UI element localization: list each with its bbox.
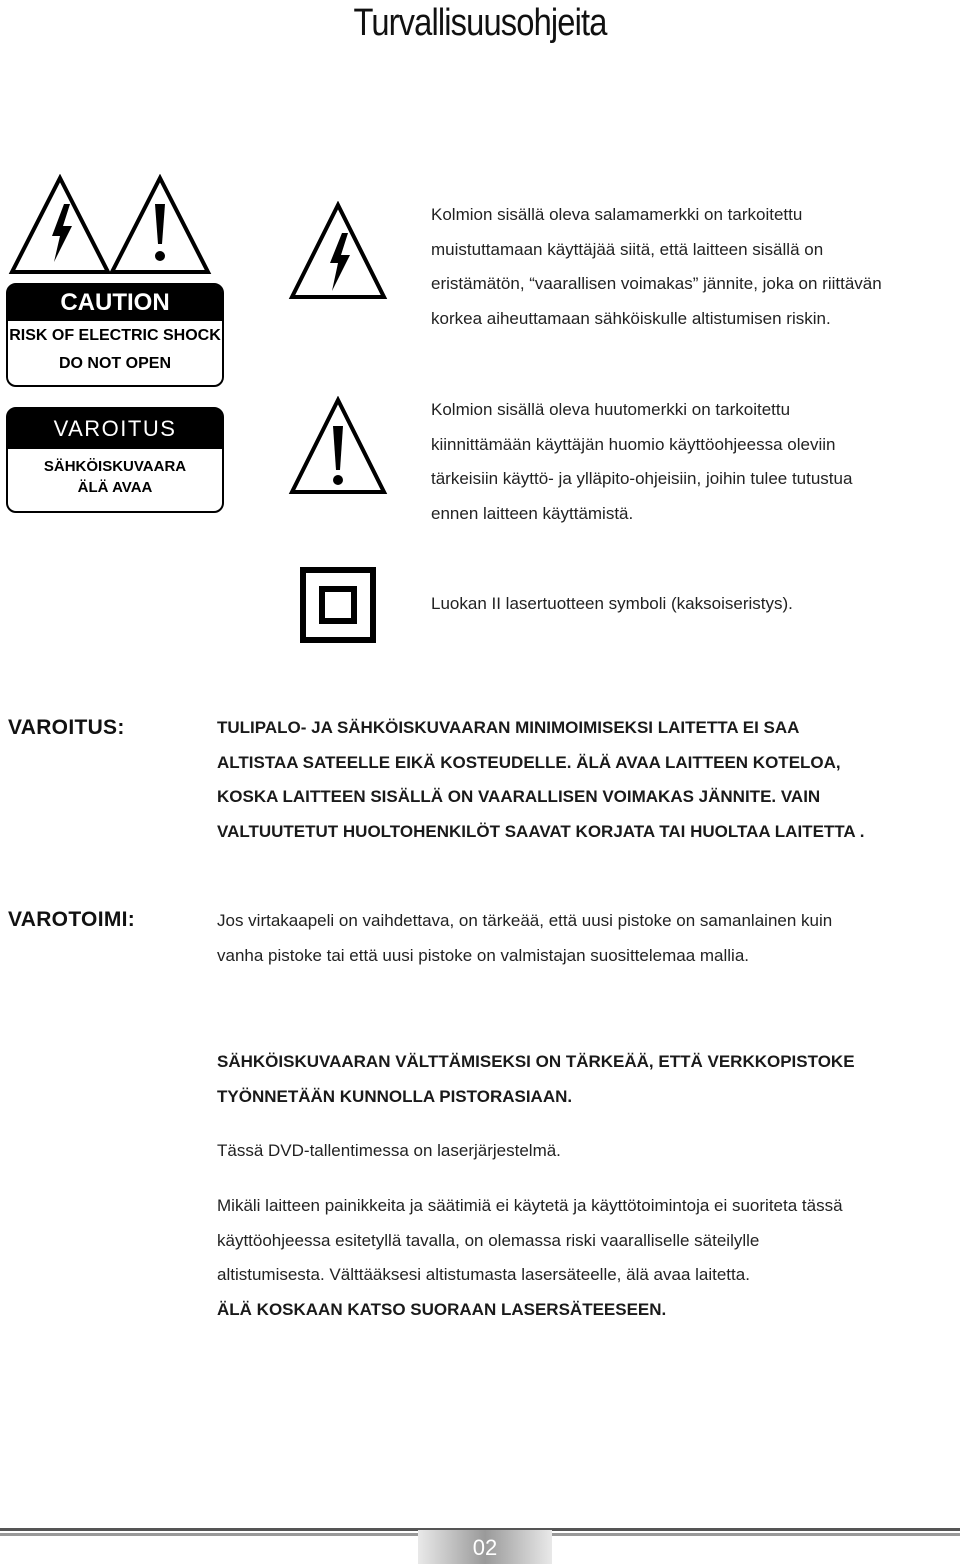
laser-system-note: Tässä DVD-tallentimessa on laserjärjestelmä. bbox=[217, 1141, 561, 1160]
double-square-icon bbox=[300, 567, 376, 643]
text-line: korkea aiheuttamaan sähköiskulle altistumisen riskin. bbox=[431, 308, 831, 328]
text-line: tärkeisiin käyttö- ja ylläpito-ohjeisiin, joihin tulee tutustua bbox=[431, 469, 853, 488]
symbol-exclamation-text bbox=[431, 393, 852, 531]
text-line: TYÖNNETÄÄN KUNNOLLA PISTORASIAAN. bbox=[217, 1086, 573, 1106]
text-line: Kolmion sisällä oleva salamamerkki on tarkoitettu bbox=[431, 205, 803, 224]
plug-notice bbox=[217, 1045, 855, 1114]
varoitus-label-line1: SÄHKÖISKUVAARA bbox=[43, 458, 187, 475]
text-line: altistumisesta. Välttääksesi altistumasta lasersäteelle, älä avaa laitetta. bbox=[217, 1265, 750, 1284]
page-title: Turvallisuusohjeita bbox=[353, 2, 607, 44]
caution-label-line1: RISK OF ELECTRIC SHOCK bbox=[9, 327, 221, 344]
caution-section-text bbox=[217, 904, 832, 973]
final-warning: ÄLÄ KOSKAAN KATSO SUORAAN LASERSÄTEESEEN. bbox=[217, 1299, 667, 1319]
text-line: kiinnittämään käyttäjän huomio käyttöohjeessa oleviin bbox=[431, 434, 836, 454]
text-line: Jos virtakaapeli on vaihdettava, on tärkeää, että uusi pistoke on samanlainen kuin bbox=[217, 911, 833, 930]
lightning-triangle-icon bbox=[288, 201, 388, 301]
text-line: Mikäli laitteen painikkeita ja säätimiä ei käytetä ja käyttötoimintoja ei suoriteta tässä bbox=[217, 1196, 843, 1215]
warning-label: VAROITUS: bbox=[8, 716, 125, 739]
text-line: muistuttamaan käyttäjää siitä, että laitteen sisällä on bbox=[431, 239, 824, 259]
text-line: käyttöohjeessa esitetyllä tavalla, on olemassa riski vaaralliselle säteilylle bbox=[217, 1230, 760, 1250]
text-line: ALTISTAA SATEELLE EIKÄ KOSTEUDELLE. ÄLÄ AVAA LAITTEEN KOTELOA, bbox=[217, 752, 841, 772]
warning-text bbox=[217, 711, 865, 849]
text-line: ennen laitteen käyttämistä. bbox=[431, 503, 634, 523]
text-line: Kolmion sisällä oleva huutomerkki on tarkoitettu bbox=[431, 400, 791, 419]
text-line: TULIPALO- JA SÄHKÖISKUVAARAN MINIMOIMISEKSI LAITETTA EI SAA bbox=[217, 718, 800, 737]
caution-label-header: CAUTION bbox=[8, 285, 222, 321]
exclamation-triangle-icon bbox=[288, 396, 388, 496]
text-line: vanha pistoke tai että uusi pistoke on valmistajan suosittelemaa mallia. bbox=[217, 945, 750, 965]
text-line: SÄHKÖISKUVAARAN VÄLTTÄMISEKSI ON TÄRKEÄÄ, ETTÄ VERKKOPISTOKE bbox=[217, 1052, 855, 1071]
caution-label-line2: DO NOT OPEN bbox=[58, 355, 171, 372]
laser-warning-text bbox=[217, 1189, 843, 1327]
text-line: eristämätön, “vaarallisen voimakas” jännite, joka on riittävän bbox=[431, 274, 882, 293]
symbol-class2-text bbox=[431, 587, 793, 622]
varoitus-label-line2: ÄLÄ AVAA bbox=[77, 479, 153, 496]
caution-label bbox=[6, 283, 224, 387]
caution-triangles-icon bbox=[8, 174, 218, 276]
text-line: VALTUUTETUT HUOLTOHENKILÖT SAAVAT KORJATA TAI HUOLTAA LAITETTA . bbox=[217, 821, 865, 841]
varoitus-label bbox=[6, 407, 224, 513]
text-line: KOSKA LAITTEEN SISÄLLÄ ON VAARALLISEN VOIMAKAS JÄNNITE. VAIN bbox=[217, 787, 821, 806]
page-number: 02 bbox=[472, 1535, 498, 1560]
text-line: Luokan II lasertuotteen symboli (kaksoiseristys). bbox=[431, 594, 793, 613]
caution-section-label: VAROTOIMI: bbox=[8, 908, 136, 931]
symbol-lightning-text bbox=[431, 198, 882, 336]
varoitus-label-header: VAROITUS bbox=[8, 409, 222, 449]
